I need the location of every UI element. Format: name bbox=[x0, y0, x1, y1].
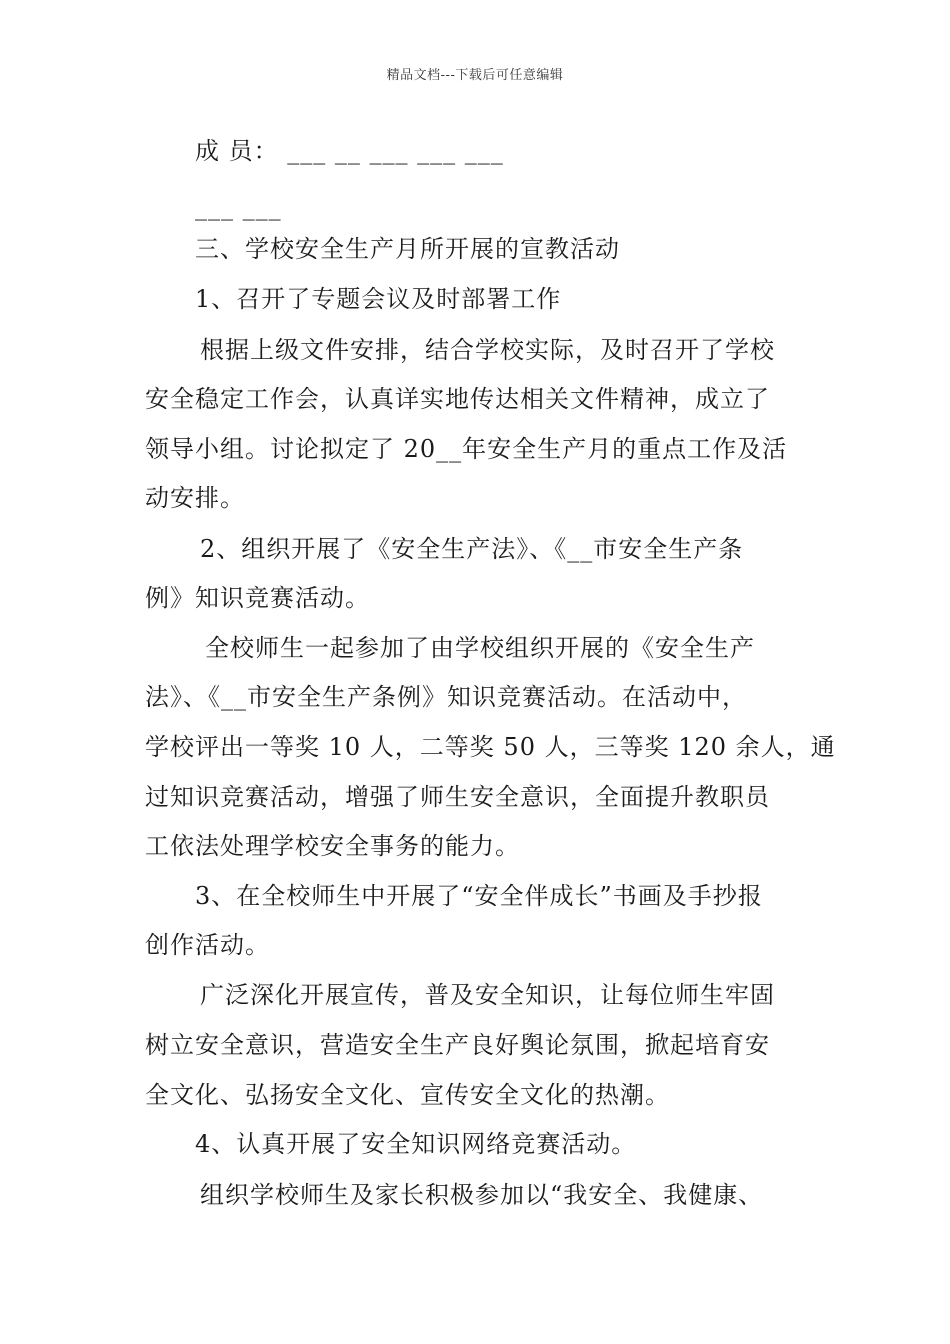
item-heading-4: 4、认真开展了安全知识网络竞赛活动。 bbox=[195, 1130, 637, 1158]
paragraph-line: 学校评出一等奖 10 人，二等奖 50 人，三等奖 120 余人，通 bbox=[145, 733, 836, 761]
paragraph-line: 广泛深化开展宣传，普及安全知识，让每位师生牢固 bbox=[200, 981, 775, 1009]
item-heading-2-cont: 例》知识竞赛活动。 bbox=[145, 584, 370, 612]
paragraph-line: 组织学校师生及家长积极参加以“我安全、我健康、 bbox=[200, 1181, 764, 1209]
paragraph-line: 全文化、弘扬安全文化、宣传安全文化的热潮。 bbox=[145, 1081, 670, 1109]
section-heading: 三、学校安全生产月所开展的宣教活动 bbox=[195, 235, 620, 263]
item-heading-1: 1、召开了专题会议及时部署工作 bbox=[195, 285, 562, 313]
item-heading-2: 2、组织开展了《安全生产法》、《__市安全生产条 bbox=[200, 535, 744, 563]
paragraph-line: 工依法处理学校安全事务的能力。 bbox=[145, 832, 520, 860]
paragraph-line: 全校师生一起参加了由学校组织开展的《安全生产 bbox=[205, 634, 755, 662]
paragraph-line: 树立安全意识，营造安全生产良好舆论氛围，掀起培育安 bbox=[145, 1031, 770, 1059]
item-heading-3: 3、在全校师生中开展了“安全伴成长”书画及手抄报 bbox=[195, 882, 763, 910]
members-line: 成 员： ___ __ ___ ___ ___ bbox=[195, 137, 504, 165]
item-heading-3-cont: 创作活动。 bbox=[145, 931, 270, 959]
paragraph-line: 过知识竞赛活动，增强了师生安全意识，全面提升教职员 bbox=[145, 783, 770, 811]
page-header: 精品文档---下载后可任意编辑 bbox=[386, 68, 564, 83]
paragraph-line: 法》、《__市安全生产条例》知识竞赛活动。在活动中， bbox=[145, 683, 747, 711]
paragraph-line: 动安排。 bbox=[145, 484, 245, 512]
members-line-cont: ___ ___ bbox=[195, 193, 282, 221]
paragraph-line: 安全稳定工作会，认真详实地传达相关文件精神，成立了 bbox=[145, 385, 770, 413]
paragraph-line: 领导小组。讨论拟定了 20__年安全生产月的重点工作及活 bbox=[145, 435, 788, 463]
paragraph-line: 根据上级文件安排，结合学校实际，及时召开了学校 bbox=[200, 336, 775, 364]
